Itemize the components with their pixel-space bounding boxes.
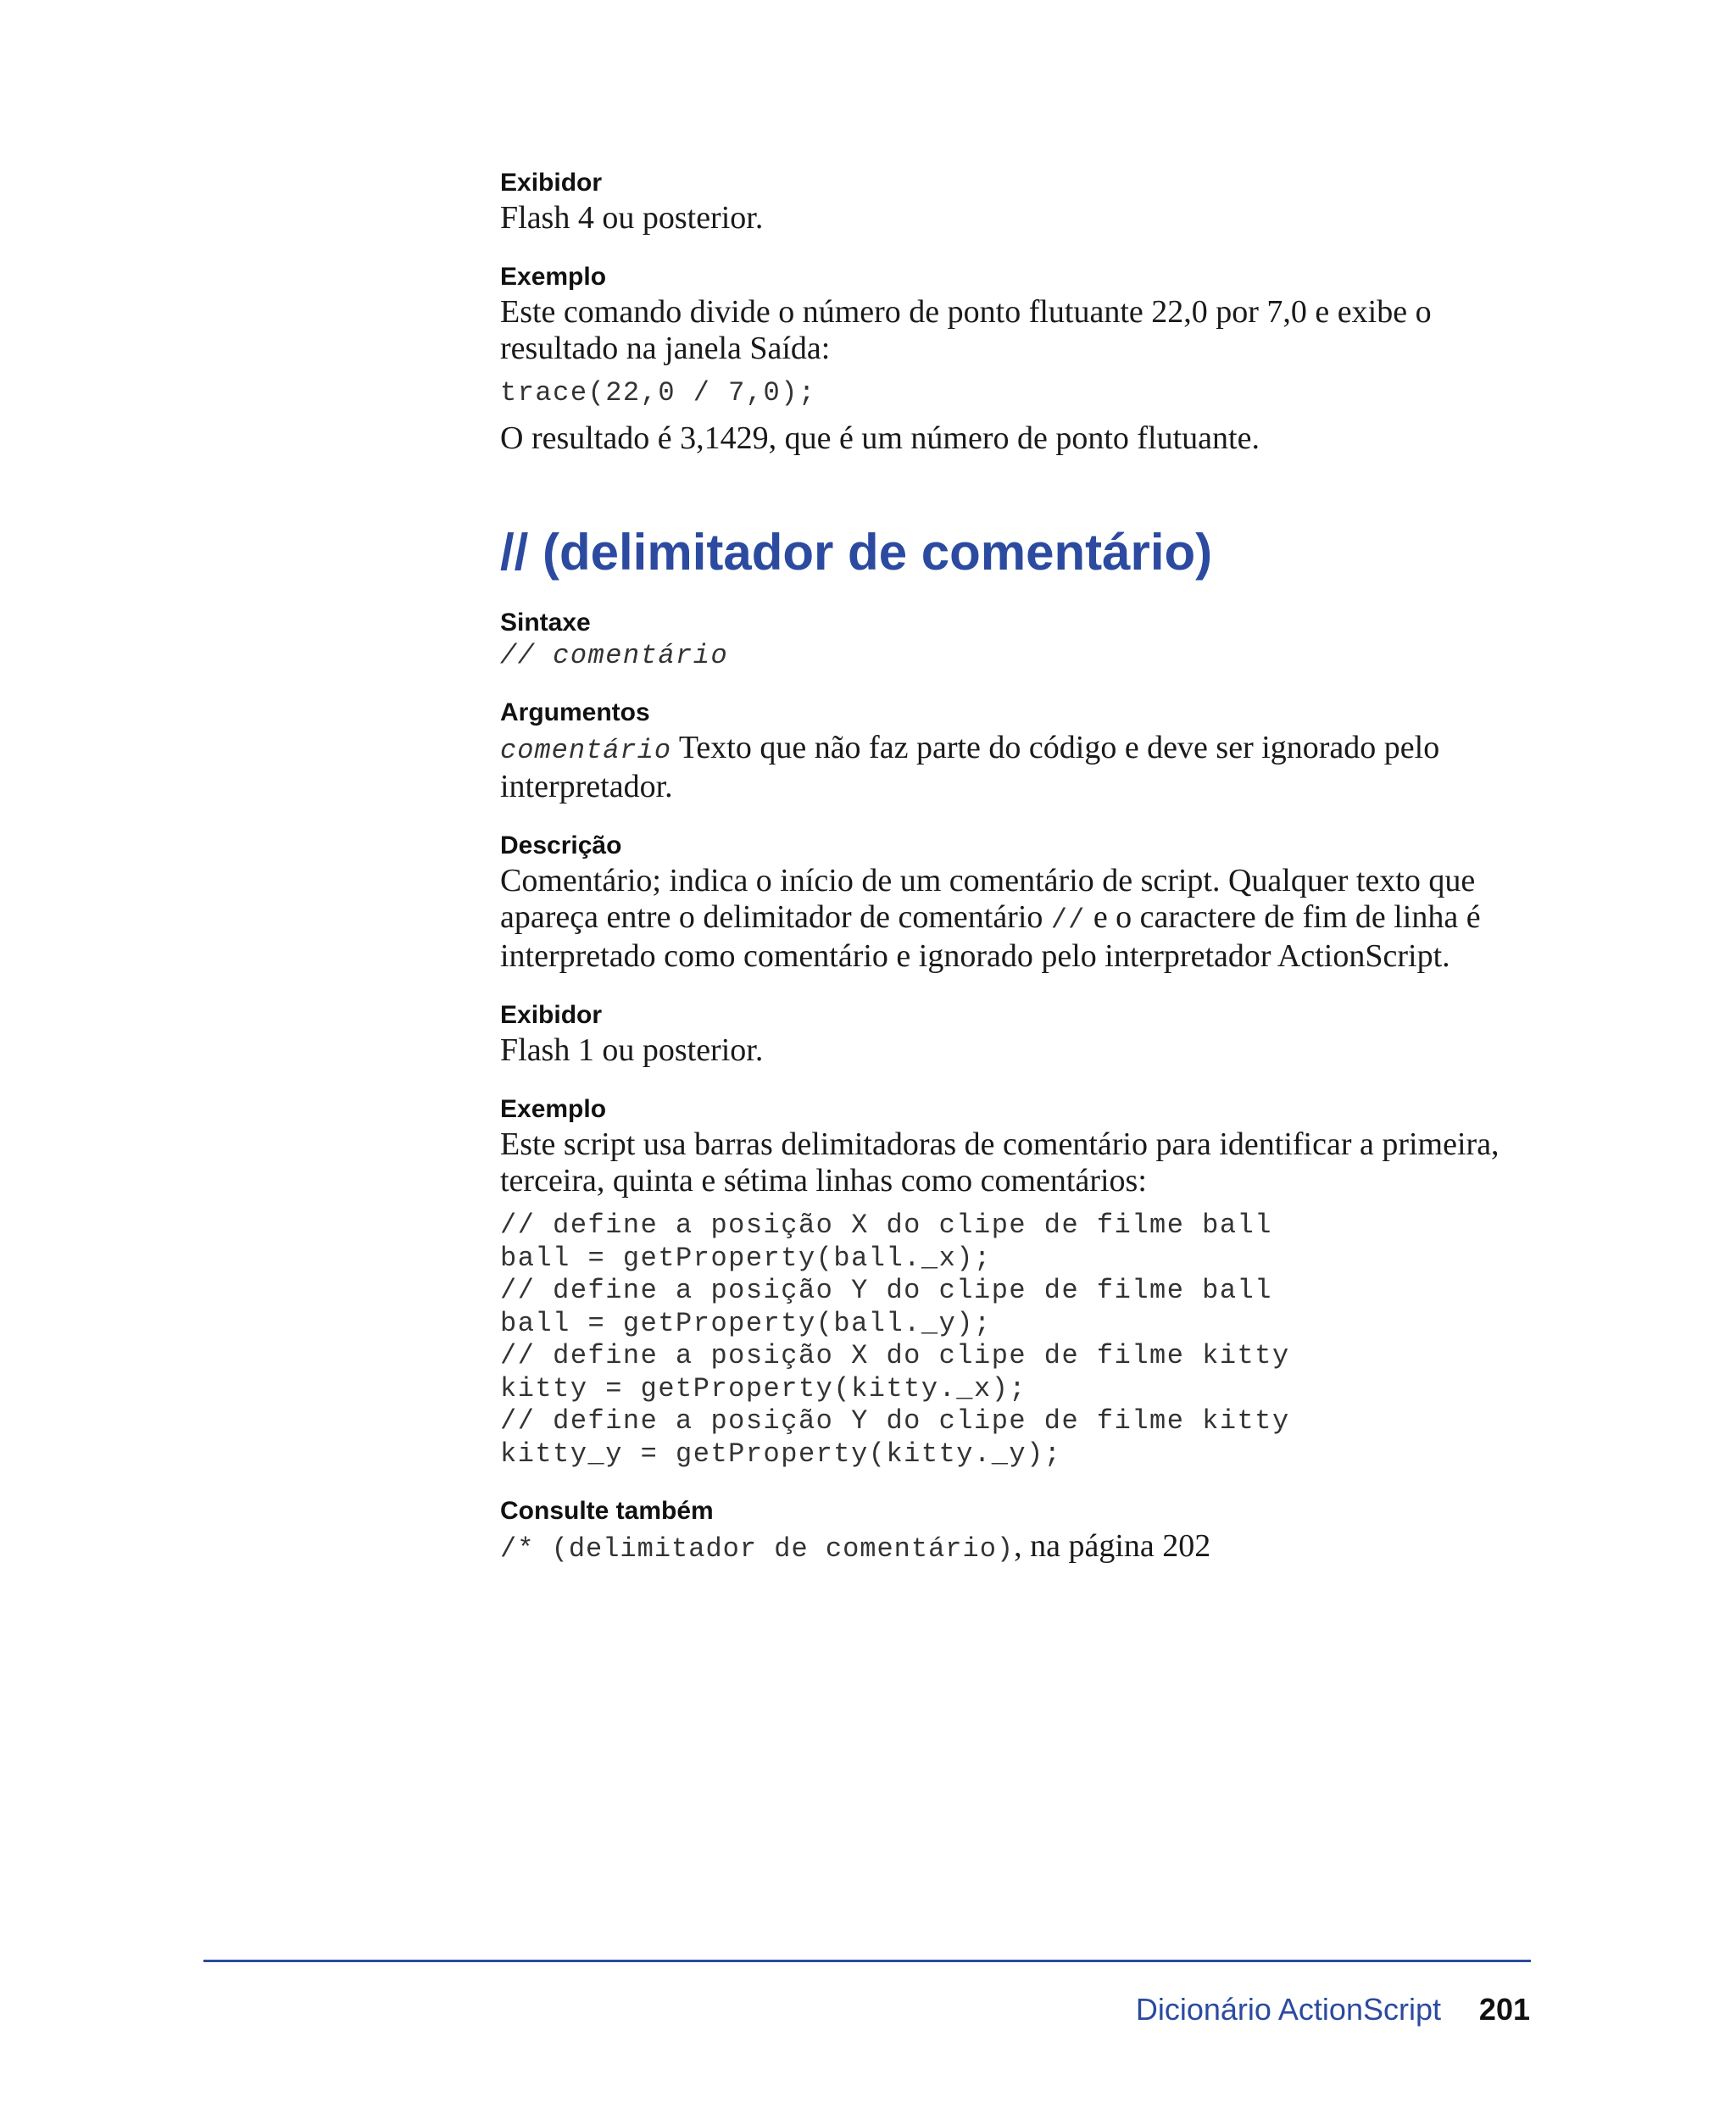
player-label-2: Exibidor (500, 1001, 603, 1029)
description-part-2: e o caractere de fim de linha é interpretado como comentário e ignorado pelo interpretador ActionScript. (500, 899, 1481, 974)
example-code-2: // define a posição X do clipe de filme ball ball = getProperty(ball._x); // define a posição Y do clipe de filme ball ball = getProperty(ball._y); // define a posição X do clipe de filme kitty kitty = getProperty(kitty._x); // define a posição Y do clipe de filme kitty kitty_y = getProperty(kitty._y); (500, 1210, 1290, 1470)
result-text: O resultado é 3,1429, que é um número de ponto flutuante. (500, 420, 1260, 456)
see-also-page: , na página 202 (1014, 1528, 1211, 1564)
player-text-2: Flash 1 ou posterior. (500, 1032, 764, 1068)
page-content (500, 166, 1500, 1567)
entry-title: // (delimitador de comentário) (500, 523, 1213, 581)
footer-title: Dicionário ActionScript (1135, 1992, 1441, 2027)
argument-text: Texto que não faz parte do código e deve ser ignorado pelo interpretador. (500, 730, 1440, 804)
see-also-text (500, 1528, 1500, 1567)
description-code: // (1050, 904, 1086, 936)
example-label: Exemplo (500, 263, 607, 291)
description-label: Descrição (500, 831, 622, 859)
see-also-link[interactable]: /* (delimitador de comentário) (500, 1533, 1015, 1565)
example-text: Este comando divide o número de ponto flutuante 22,0 por 7,0 e exibe o resultado na janela Saída: (500, 294, 1432, 366)
player-text: Flash 4 ou posterior. (500, 200, 764, 236)
argument-name: comentário (500, 735, 672, 766)
page-number: 201 (1478, 1992, 1530, 2027)
footer-rule (203, 1960, 1531, 1962)
example-code: trace(22,0 / 7,0); (500, 377, 816, 409)
see-also-label: Consulte também (500, 1497, 714, 1525)
syntax-label: Sintaxe (500, 608, 591, 637)
description-part-1: Comentário; indica o início de um comentário de script. Qualquer texto que apareça entre o delimitador de comentário (500, 863, 1476, 935)
player-label: Exibidor (500, 169, 603, 197)
argument-description (500, 730, 1500, 805)
arguments-label: Argumentos (500, 698, 650, 726)
syntax-code: // comentário (500, 639, 729, 671)
example-label-2: Exemplo (500, 1095, 607, 1123)
example-text-2: Este script usa barras delimitadoras de comentário para identificar a primeira, terceira, quinta e sétima linhas como comentários: (500, 1126, 1500, 1199)
description-text (500, 863, 1500, 975)
